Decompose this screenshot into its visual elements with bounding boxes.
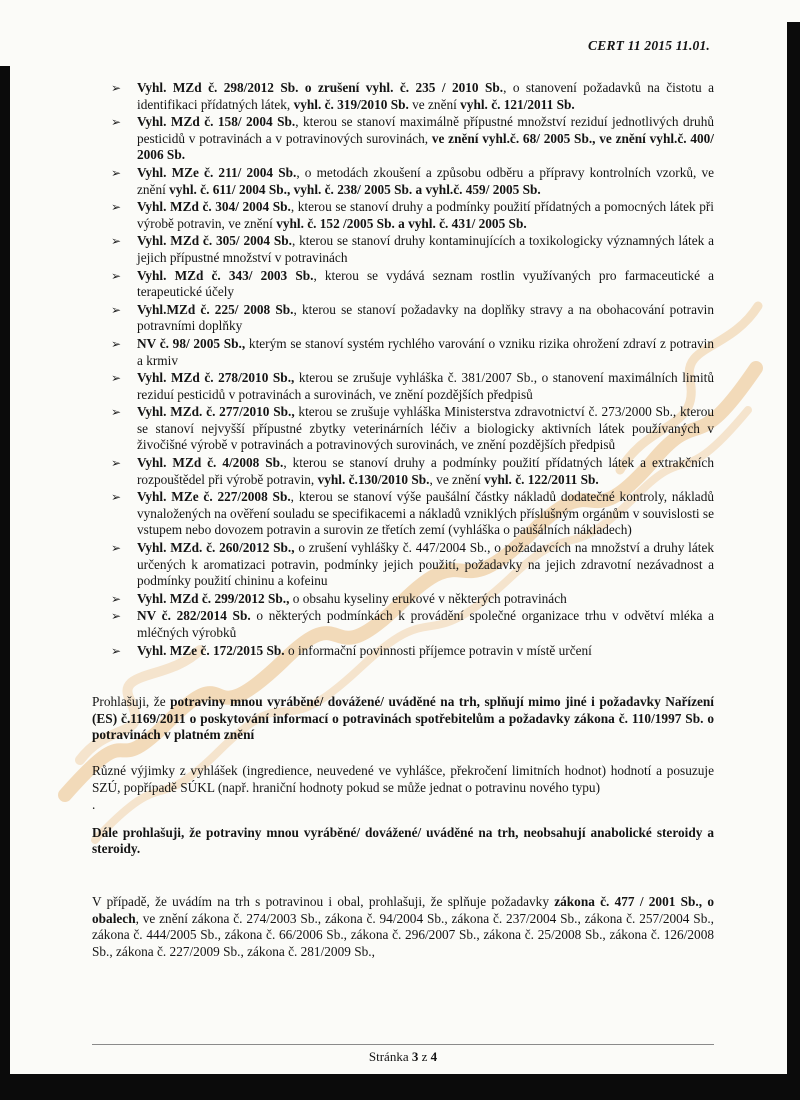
bold-text: vyhl. č. 611/ 2004 Sb., vyhl. č. 238/ 2005 Sb. a vyhl.č. 459/ 2005 Sb. — [169, 181, 541, 197]
arrow-bullet-icon: ➢ — [111, 268, 122, 283]
scan-edge-left — [0, 66, 10, 1100]
plain-text: , o stanovení požadavků na čistotu a identifikaci přídatných látek, — [137, 80, 714, 112]
bold-text: potraviny mnou vyráběné/ dovážené/ uváděné na trh, splňují mimo jiné i požadavky Nařízení (ES) č.1169/2011 o poskytování informací o potravinách spotřebitelům a požadavky zákona č. 110/1997 Sb. o potravinách v platném znění — [92, 694, 714, 743]
regulation-text — [137, 165, 714, 197]
bold-text: vyhl. č.130/2010 Sb. — [317, 471, 430, 487]
plain-text: o některých podmínkách k provádění společné organizace trhu v odvětví mléka a mléčných výrobků — [137, 608, 714, 640]
bold-text: Vyhl. MZd č. 304/ 2004 Sb. — [137, 199, 291, 215]
bold-text: Vyhl. MZe č. 172/2015 Sb. — [137, 642, 285, 658]
arrow-bullet-icon: ➢ — [111, 405, 122, 420]
arrow-bullet-icon: ➢ — [111, 541, 122, 556]
plain-text: , ve znění zákona č. 274/2003 Sb., zákona č. 94/2004 Sb., zákona č. 237/2004 Sb., zákona č. 257/2004 Sb., zákona č. 444/2005 Sb., zákona č. 66/2006 Sb., zákona č. 296/2007 Sb., zákona č. 25/2008 Sb., zákona č. 126/2008 Sb., zákona č. 227/2009 Sb., zákona č. 281/2009 Sb., — [92, 910, 714, 959]
bold-text: Vyhl. MZd. č. 260/2012 Sb., — [137, 540, 295, 556]
plain-text: ve znění — [408, 96, 461, 112]
plain-text: V případě, že uvádím na trh s potravinou i obal, prohlašuji, že splňuje požadavky — [92, 893, 555, 909]
scan-edge-right — [787, 22, 800, 1100]
bold-text: NV č. 282/2014 Sb. — [137, 608, 251, 624]
regulation-text — [137, 268, 714, 300]
bold-text: zákona č. 477 / 2001 Sb., o obalech — [92, 893, 714, 926]
bold-text: Vyhl. MZd č. 4/2008 Sb. — [137, 455, 284, 471]
arrow-bullet-icon: ➢ — [111, 200, 122, 215]
declaration-paragraph-steroids — [92, 825, 714, 858]
regulation-item — [92, 404, 714, 454]
regulation-text — [137, 455, 714, 487]
plain-text: Stránka — [368, 1049, 412, 1064]
plain-text: o obsahu kyseliny erukové v některých potravinách — [289, 590, 567, 606]
regulation-item — [92, 165, 714, 198]
packaging-paragraph — [92, 894, 714, 960]
plain-text: Prohlašuji, že — [92, 694, 171, 710]
regulation-text — [137, 608, 714, 640]
page-number-text — [369, 1049, 437, 1064]
regulation-text — [137, 199, 714, 231]
arrow-bullet-icon: ➢ — [111, 371, 122, 386]
bold-text: vyhl. č. 319/2010 Sb. — [293, 96, 409, 112]
regulation-item — [92, 540, 714, 590]
arrow-bullet-icon: ➢ — [111, 456, 122, 471]
arrow-bullet-icon: ➢ — [111, 115, 122, 130]
regulation-text — [137, 302, 714, 334]
plain-text: , kterou se stanoví druhy a podmínky použití přídatných a pomocných látek při výrobě potravin, ve znění — [137, 199, 714, 231]
bold-text: Vyhl. MZd č. 305/ 2004 Sb. — [137, 233, 292, 249]
regulation-text — [137, 233, 714, 265]
arrow-bullet-icon: ➢ — [111, 302, 122, 317]
plain-text: , kterou se stanoví druhy kontaminujících a toxikologicky významných látek a jejich přípustné množství v potravinách — [137, 233, 714, 265]
regulation-text — [137, 114, 714, 162]
plain-text: , kterou se stanoví výše paušální částky nákladů dodatečné kontroly, nákladů vynaložených na ověření souladu se specifikacemi a nákladů vzniklých příslušným orgánům v souvislosti se vstupem nebo dovozem potravin a surovin ze třetích zemí (vyhláška o paušálních nákladech) — [137, 489, 715, 538]
arrow-bullet-icon: ➢ — [111, 591, 122, 606]
stray-period — [92, 797, 714, 814]
regulation-text — [137, 489, 714, 537]
plain-text: o informační povinnosti příjemce potravin v místě určení — [284, 642, 592, 658]
bold-text: vyhl. č. 152 /2005 Sb. a vyhl. č. 431/ 2005 Sb. — [276, 215, 527, 231]
arrow-bullet-icon: ➢ — [111, 165, 122, 180]
regulation-item — [92, 80, 714, 113]
bold-text: Vyhl. MZe č. 227/2008 Sb. — [137, 489, 291, 505]
regulation-item — [92, 591, 714, 608]
arrow-bullet-icon: ➢ — [111, 81, 122, 95]
bold-text: Vyhl. MZd č. 343/ 2003 Sb. — [137, 267, 314, 283]
bold-text: Dále prohlašuji, že potraviny mnou vyráběné/ dovážené/ uváděné na trh, neobsahují anabolické steroidy a steroidy. — [92, 824, 714, 857]
arrow-bullet-icon: ➢ — [111, 643, 122, 658]
arrow-bullet-icon: ➢ — [111, 609, 122, 624]
plain-text: , kterou se stanoví maximálně přípustné množství reziduí jednotlivých druhů pesticidů v potravinách a v potravinových surovinách, — [137, 114, 714, 146]
bold-text: NV č. 98/ 2005 Sb., — [137, 335, 246, 351]
plain-text: , kterou se stanoví druhy a podmínky použití přídatných látek a extrakčních rozpouštědel při výrobě potravin, — [137, 455, 714, 487]
page-footer — [92, 1044, 714, 1065]
bold-text: ve znění vyhl.č. 68/ 2005 Sb., ve znění vyhl.č. 400/ 2006 Sb. — [137, 130, 714, 163]
declaration-paragraph-labeling — [92, 694, 714, 744]
regulation-item — [92, 302, 714, 335]
regulation-text — [137, 643, 592, 658]
plain-text: . — [92, 797, 96, 813]
bold-text: Vyhl. MZd. č. 277/2010 Sb., — [137, 404, 295, 420]
bold-text: 3 — [411, 1049, 419, 1064]
regulation-item — [92, 268, 714, 301]
arrow-bullet-icon: ➢ — [111, 490, 122, 505]
bold-text: 4 — [430, 1049, 438, 1064]
regulation-item — [92, 643, 714, 660]
bold-text: Vyhl. MZd č. 278/2010 Sb., — [137, 370, 295, 386]
bold-text: Vyhl. MZd č. 158/ 2004 Sb. — [137, 114, 296, 130]
plain-text: kterou se zrušuje vyhláška Ministerstva zdravotnictví č. 273/2000 Sb., kterou se stanoví nejvyšší přípustné zbytky veterinárních léčiv a biologicky aktivních látek používaných v živočišné výrobě v potravinách a potravinových surovinách, ve znění pozdějších předpisů — [137, 404, 714, 453]
regulation-text — [137, 540, 714, 588]
bold-text: vyhl. č. 121/2011 Sb. — [460, 96, 575, 112]
arrow-bullet-icon: ➢ — [111, 336, 122, 351]
regulation-text — [137, 404, 714, 452]
bold-text: Vyhl.MZd č. 225/ 2008 Sb. — [137, 301, 294, 317]
plain-text: o zrušení vyhlášky č. 447/2004 Sb., o požadavcích na množství a druhy látek určených k aromatizaci potravin, podmínky jejich použití, požadavky na jejich zdravotní nezávadnost a podmínky použití chininu a kofeinu — [137, 540, 714, 589]
plain-text: , o metodách zkoušení a způsobu odběru a přípravy kontrolních vzorků, ve znění — [137, 164, 715, 197]
exceptions-paragraph — [92, 763, 714, 796]
regulation-text — [137, 80, 714, 112]
regulation-item — [92, 489, 714, 539]
document-body — [92, 80, 714, 960]
plain-text: , ve znění — [429, 471, 485, 487]
regulation-item — [92, 608, 714, 641]
regulation-item — [92, 336, 714, 369]
regulation-text — [137, 336, 714, 368]
bold-text: vyhl. č. 122/2011 Sb. — [484, 471, 599, 487]
plain-text: kterou se zrušuje vyhláška č. 381/2007 Sb., o stanovení maximálních limitů reziduí pesticidů v potravinách a surovinách, ve znění pozdějších předpisů — [137, 370, 714, 402]
regulation-text — [137, 591, 567, 606]
regulation-text — [137, 370, 714, 402]
regulation-item — [92, 114, 714, 164]
regulation-item — [92, 233, 714, 266]
bold-text: Vyhl. MZd č. 298/2012 Sb. o zrušení vyhl. č. 235 / 2010 Sb. — [137, 80, 504, 95]
regulation-item — [92, 455, 714, 488]
regulation-item — [92, 370, 714, 403]
plain-text: , kterou se stanoví požadavky na doplňky stravy a na obohacování potravin potravními doplňky — [137, 301, 714, 334]
plain-text: Různé výjimky z vyhlášek (ingredience, neuvedené ve vyhlášce, překročení limitních hodnot) hodnotí a posuzuje SZÚ, popřípadě SÚKL (např. hraniční hodnoty pokud se může jednat o potravinu nového typu) — [92, 762, 714, 795]
plain-text: , kterou se vydává seznam rostlin využívaných pro farmaceutické a terapeutické účely — [137, 267, 714, 300]
plain-text: kterým se stanoví systém rychlého varování o vzniku rizika ohrožení zdraví z potravin a krmiv — [137, 335, 715, 368]
plain-text: z — [418, 1049, 431, 1064]
regulation-list — [92, 80, 714, 659]
bold-text: Vyhl. MZe č. 211/ 2004 Sb. — [137, 164, 297, 180]
bold-text: Vyhl. MZd č. 299/2012 Sb., — [137, 590, 290, 606]
scan-edge-bottom — [0, 1074, 800, 1100]
document-header-cert-label: CERT 11 2015 11.01. — [588, 38, 710, 53]
arrow-bullet-icon: ➢ — [111, 234, 122, 249]
regulation-item — [92, 199, 714, 232]
